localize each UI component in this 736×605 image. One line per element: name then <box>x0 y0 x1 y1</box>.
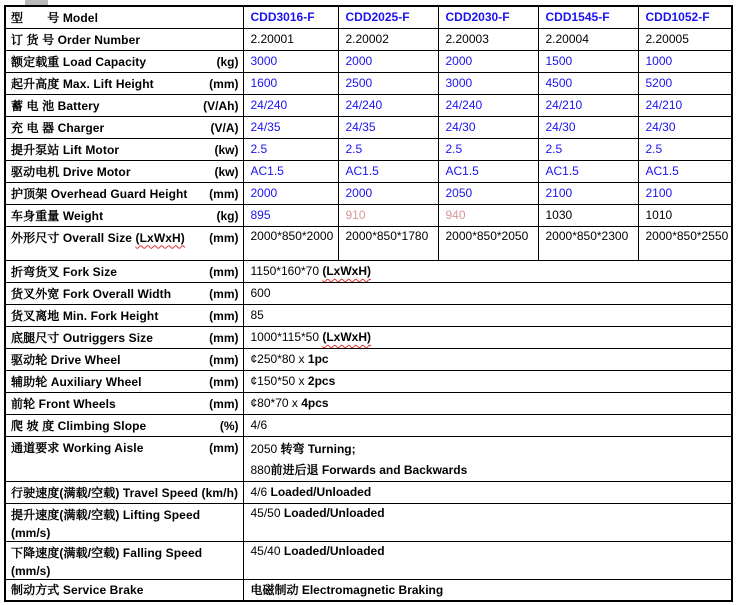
value-cell: 2.20005 <box>638 28 732 50</box>
row-label <box>5 436 243 481</box>
row-drive-motor <box>5 160 732 182</box>
row-label <box>5 6 243 28</box>
value-cell: 24/240 <box>338 94 438 116</box>
value-cell: 24/210 <box>638 94 732 116</box>
row-label <box>5 50 243 72</box>
label-text: 底腿尺寸 Outriggers Size <box>11 330 154 345</box>
merged-value-cell <box>243 414 732 436</box>
value-cell: 2000*850*2000 <box>243 226 338 260</box>
model-cell: CDD2025-F <box>338 6 438 28</box>
value-text: 2pcs <box>307 374 336 388</box>
row-charger <box>5 116 732 138</box>
value-cell: AC1.5 <box>638 160 732 182</box>
row-min-fork-height <box>5 304 732 326</box>
row-label <box>5 116 243 138</box>
unit: (mm) <box>209 76 239 91</box>
value-text: Loaded/Unloaded <box>283 505 385 520</box>
unit: (kg) <box>216 54 239 69</box>
value-cell: 24/30 <box>438 116 538 138</box>
row-battery <box>5 94 732 116</box>
value-cell: 24/35 <box>243 116 338 138</box>
value-cell: 3000 <box>243 50 338 72</box>
label-text: 型 号 Model <box>11 10 98 25</box>
unit: (mm) <box>209 264 239 279</box>
row-label <box>5 579 243 601</box>
value-cell: AC1.5 <box>538 160 638 182</box>
value-number: 880 <box>250 462 271 477</box>
row-label <box>5 72 243 94</box>
value-cell: 2000 <box>338 50 438 72</box>
row-label <box>5 226 243 260</box>
row-model <box>5 6 732 28</box>
value-text: 4pcs <box>301 396 329 410</box>
value-cell: 1600 <box>243 72 338 94</box>
unit: (V/A) <box>210 120 239 135</box>
row-falling-speed <box>5 541 732 579</box>
value-number: 85 <box>250 308 264 322</box>
label-text: 提升速度(满载/空载) Lifting Speed <box>11 507 201 522</box>
row-outriggers-size <box>5 326 732 348</box>
merged-value-cell <box>243 326 732 348</box>
row-label <box>5 326 243 348</box>
value-cell: AC1.5 <box>243 160 338 182</box>
label-text: 驱动轮 Drive Wheel <box>11 352 121 367</box>
row-overhead-guard-height <box>5 182 732 204</box>
label-text: 货叉离地 Min. Fork Height <box>11 308 159 323</box>
row-working-aisle <box>5 436 732 481</box>
unit: (mm) <box>209 230 239 245</box>
unit: (mm) <box>209 330 239 345</box>
aisle-line-2 <box>251 460 730 481</box>
value-cell: 2.20001 <box>243 28 338 50</box>
row-label <box>5 204 243 226</box>
row-label <box>5 392 243 414</box>
value-cell: 2.5 <box>538 138 638 160</box>
row-travel-speed <box>5 481 732 503</box>
value-cell: 1500 <box>538 50 638 72</box>
unit: (mm) <box>209 396 239 411</box>
row-label <box>5 481 243 503</box>
value-cell: AC1.5 <box>338 160 438 182</box>
label-text: 外形尺寸 Overall Size (LxWxH) <box>11 230 185 245</box>
label-text: 提升泵站 Lift Motor <box>11 142 120 157</box>
label-text: 护顶架 Overhead Guard Height <box>11 186 188 201</box>
unit: (V/Ah) <box>203 98 239 113</box>
value-cell: 24/35 <box>338 116 438 138</box>
row-lift-motor <box>5 138 732 160</box>
label-unit-line2: (mm/s) <box>11 525 51 540</box>
row-label <box>5 304 243 326</box>
merged-value-cell <box>243 436 732 481</box>
value-number: ¢150*50 x <box>250 374 308 388</box>
value-cell: 2.5 <box>638 138 732 160</box>
value-number: 1150*160*70 <box>250 264 323 278</box>
model-cell: CDD1545-F <box>538 6 638 28</box>
value-cell: 1030 <box>538 204 638 226</box>
spellcheck-squiggle: (LxWxH) <box>135 230 185 245</box>
label-text: 货叉外宽 Fork Overall Width <box>11 286 172 301</box>
aisle-line-1 <box>251 439 730 460</box>
label-text: 充 电 器 Charger <box>11 120 105 135</box>
value-cell: 940 <box>438 204 538 226</box>
value-cell: 2100 <box>538 182 638 204</box>
value-cell: 24/30 <box>538 116 638 138</box>
value-cell: 2.5 <box>243 138 338 160</box>
row-label <box>5 138 243 160</box>
label-text: 折弯货叉 Fork Size <box>11 264 118 279</box>
label-unit-line2: (mm/s) <box>11 563 51 578</box>
value-cell: 24/240 <box>438 94 538 116</box>
model-cell: CDD3016-F <box>243 6 338 28</box>
value-text: 电磁制动 Electromagnetic Braking <box>250 583 444 598</box>
row-fork-overall-width <box>5 282 732 304</box>
label-text: 驱动电机 Drive Motor <box>11 164 131 179</box>
row-weight <box>5 204 732 226</box>
value-cell: 2000*850*2300 <box>538 226 638 260</box>
model-cell: CDD2030-F <box>438 6 538 28</box>
spellcheck-squiggle: (LxWxH) <box>322 330 372 344</box>
merged-value-cell <box>243 304 732 326</box>
row-label <box>5 370 243 392</box>
value-cell: 4500 <box>538 72 638 94</box>
value-text: 转弯 Turning; <box>280 441 356 456</box>
value-cell: 1010 <box>638 204 732 226</box>
value-number: 4/6 <box>250 485 271 499</box>
value-cell: 2100 <box>638 182 732 204</box>
row-label <box>5 541 243 579</box>
row-overall-size <box>5 226 732 260</box>
row-label <box>5 348 243 370</box>
value-cell: AC1.5 <box>438 160 538 182</box>
row-label <box>5 282 243 304</box>
value-cell: 910 <box>338 204 438 226</box>
merged-value-cell <box>243 579 732 601</box>
label-text: 行驶速度(满载/空载) Travel Speed (km/h) <box>11 485 239 500</box>
unit: (%) <box>219 418 239 433</box>
unit: (mm) <box>209 440 239 455</box>
spellcheck-squiggle: (LxWxH) <box>322 264 372 278</box>
value-cell: 2050 <box>438 182 538 204</box>
value-cell: 2000*850*2050 <box>438 226 538 260</box>
value-text: 1pc <box>307 352 329 366</box>
unit: (mm) <box>209 374 239 389</box>
row-fork-size <box>5 260 732 282</box>
value-cell: 2.20003 <box>438 28 538 50</box>
label-text: 通道要求 Working Aisle <box>11 440 144 455</box>
spec-table <box>4 5 733 602</box>
value-cell: 895 <box>243 204 338 226</box>
label-text: 辅助轮 Auxiliary Wheel <box>11 374 142 389</box>
unit: (kw) <box>214 164 239 179</box>
model-cell: CDD1052-F <box>638 6 732 28</box>
row-climbing-slope <box>5 414 732 436</box>
row-label <box>5 503 243 541</box>
value-number: ¢80*70 x <box>250 396 302 410</box>
merged-value-cell <box>243 503 732 541</box>
value-number: 2050 <box>250 441 281 456</box>
label-text: 下降速度(满载/空载) Falling Speed <box>11 545 203 560</box>
merged-value-cell <box>243 282 732 304</box>
value-cell: 2.20004 <box>538 28 638 50</box>
label-text: 订 货 号 Order Number <box>11 32 141 47</box>
value-cell: 1000 <box>638 50 732 72</box>
merged-value-cell <box>243 370 732 392</box>
value-cell: 3000 <box>438 72 538 94</box>
row-label <box>5 414 243 436</box>
merged-value-cell <box>243 260 732 282</box>
row-drive-wheel <box>5 348 732 370</box>
value-number: 4/6 <box>250 418 268 432</box>
row-label <box>5 160 243 182</box>
value-number: 45/40 <box>250 543 284 558</box>
label-text: 额定载重 Load Capacity <box>11 54 147 69</box>
value-cell: 2.5 <box>438 138 538 160</box>
value-text: Loaded/Unloaded <box>283 543 385 558</box>
value-number: 600 <box>250 286 271 300</box>
unit: (kw) <box>214 142 239 157</box>
value-cell: 24/210 <box>538 94 638 116</box>
value-cell: 24/240 <box>243 94 338 116</box>
label-text: 蓄 电 池 Battery <box>11 98 100 113</box>
row-front-wheels <box>5 392 732 414</box>
value-number: ¢250*80 x <box>250 352 308 366</box>
unit: (mm) <box>209 352 239 367</box>
value-cell: 2000 <box>438 50 538 72</box>
row-lifting-speed <box>5 503 732 541</box>
merged-value-cell <box>243 392 732 414</box>
label-text: 制动方式 Service Brake <box>11 583 144 598</box>
value-number: 1000*115*50 <box>250 330 323 344</box>
merged-value-cell <box>243 348 732 370</box>
label-text: 前轮 Front Wheels <box>11 396 116 411</box>
unit: (kg) <box>216 208 239 223</box>
value-cell: 2000*850*1780 <box>338 226 438 260</box>
label-text: 车身重量 Weight <box>11 208 104 223</box>
row-label <box>5 260 243 282</box>
row-load-capacity <box>5 50 732 72</box>
merged-value-cell <box>243 481 732 503</box>
row-order-number <box>5 28 732 50</box>
label-text: 起升高度 Max. Lift Height <box>11 76 154 91</box>
unit: (mm) <box>209 286 239 301</box>
value-cell: 2.5 <box>338 138 438 160</box>
row-label <box>5 28 243 50</box>
value-text: 前进后退 Forwards and Backwards <box>270 462 468 477</box>
unit: (mm) <box>209 186 239 201</box>
row-label <box>5 94 243 116</box>
value-cell: 2000 <box>243 182 338 204</box>
value-cell: 24/30 <box>638 116 732 138</box>
merged-value-cell <box>243 541 732 579</box>
value-cell: 2000*850*2550 <box>638 226 732 260</box>
unit: (mm) <box>209 308 239 323</box>
value-cell: 2500 <box>338 72 438 94</box>
row-auxiliary-wheel <box>5 370 732 392</box>
value-text: Loaded/Unloaded <box>270 485 372 499</box>
value-cell: 5200 <box>638 72 732 94</box>
row-label <box>5 182 243 204</box>
value-number: 45/50 <box>250 505 284 520</box>
row-max-lift-height <box>5 72 732 94</box>
value-cell: 2000 <box>338 182 438 204</box>
label-text: 爬 坡 度 Climbing Slope <box>11 418 147 433</box>
row-service-brake <box>5 579 732 601</box>
value-cell: 2.20002 <box>338 28 438 50</box>
